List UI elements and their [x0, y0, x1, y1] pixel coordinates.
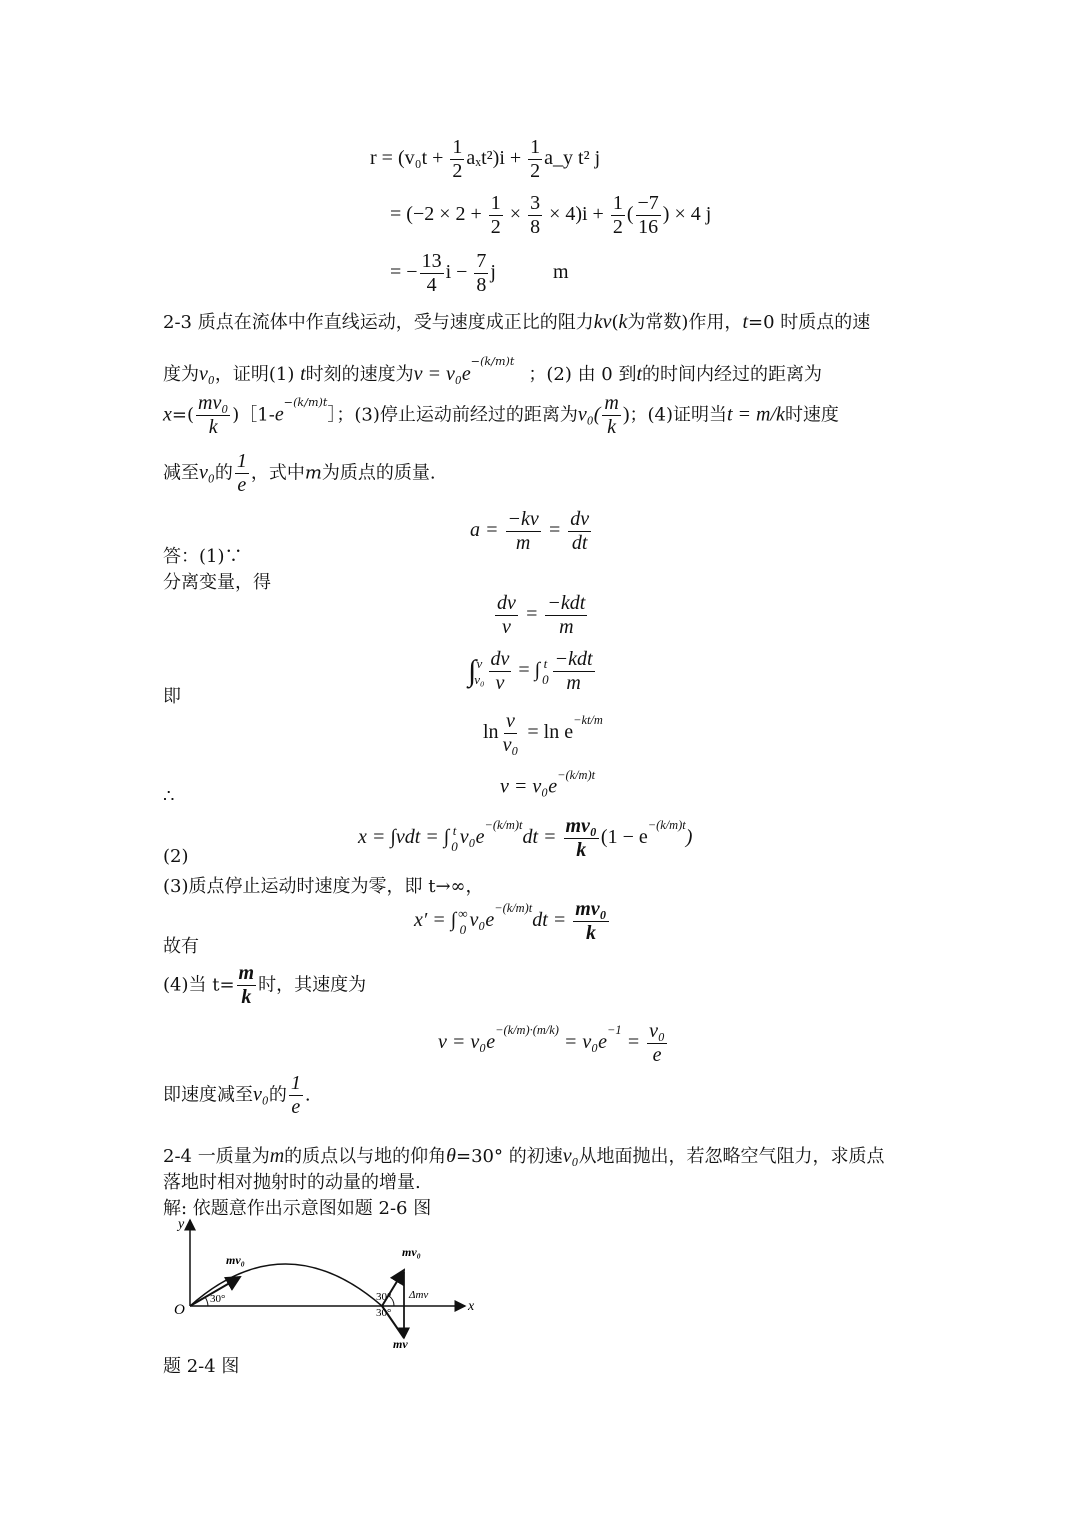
p23-line2: 度为v₀，证明(1) t时刻的速度为$v = v_0e^{-(k/m)t}$；(2) 由 0 到t的时间内经过的距离为	[163, 355, 823, 385]
p3-text: (3)质点停止运动时速度为零，即 t→∞，	[163, 876, 484, 897]
y-label: y	[178, 1217, 185, 1232]
p24-line3: 解: 依题意作出示意图如题 2-6 图	[163, 1198, 432, 1219]
mv-label: mv	[393, 1337, 408, 1351]
p24-line2: 落地时相对抛射时的动量的增量.	[163, 1172, 421, 1193]
eq-x: x = ∫vdt = ∫ t 0 $v_0e^{-(k/m)t}dt$ = $\frac{\text{mv₀}}{k}$ $(1 - e^{-(k/m)t})$	[358, 815, 693, 861]
conclusion-line: 即速度减至v₀的 $\frac{1}{e}$ .	[163, 1072, 311, 1118]
eq-x-prime: x′ = ∫ ∞ 0 $v_0e^{-(k/m)t}dt$ = $\frac{\text{mv₀}}{k}$	[414, 898, 607, 944]
eq-v: $v = v_0e^{-(k/m)t}$	[500, 768, 596, 798]
angle-label-2: 30°	[376, 1291, 392, 1303]
p24-line1: 2-4 一质量为m的质点以与地的仰角θ=30° 的初速v₀从地面抛出，若忽略空气阻力，求质点	[163, 1145, 885, 1167]
projectile-diagram	[160, 1212, 490, 1362]
eq-separated: $\frac{dv}{v}$ = $\frac{\text{−kdt}}{m}$	[497, 592, 586, 638]
p23-line4: 减至v₀的 $\frac{1}{e}$ ，式中m为质点的质量.	[163, 450, 436, 496]
guyou-label: 故有	[163, 936, 199, 957]
eq-a: a = $\frac{-kv}{m}$ = $\frac{dv}{dt}$	[470, 508, 590, 554]
delta-mv-label: Δmv	[409, 1289, 429, 1301]
ji-label: 即	[163, 686, 181, 707]
p23-line1: 2-3 质点在流体中作直线运动，受与速度成正比的阻力kv(k为常数)作用，t=0 时质点的速	[163, 311, 871, 333]
p2-label: (2)	[163, 846, 189, 867]
p23-line3: x=( $\frac{\text{mv₀}}{k}$ )$[1-e^{-(k/m)t}]$；(3)停止运动前经过的距离为v₀( $\frac{m}{k}$ )；(4)证明当t = m/k时速度	[163, 392, 839, 438]
angle-label-1: 30°	[210, 1293, 226, 1305]
angle-arc-1	[205, 1297, 208, 1306]
eq-r-line2: = (−2 × 2 + $\frac{1}{2}$ × $\frac{3}{8}$ × 4)i + $\frac{1}{2}$ ( $\frac{-7}{16}$ ) × 4 j	[390, 192, 712, 238]
angle-label-3: 30°	[376, 1307, 392, 1319]
mv0-right-label: mv₀	[402, 1245, 421, 1259]
eq-ln: ln $\frac{v}{\text{v₀}}$ = $\ln e^{-kt/m}$	[483, 710, 603, 756]
separate-label: 分离变量，得	[163, 572, 271, 593]
eq-v-final: $v = v_0e^{-(k/m)\cdot(m/k)} = v_0e^{-1}$ = $\frac{\text{v₀}}{e}$	[438, 1020, 665, 1066]
eq-r-line1: r = (v₀t + $\frac{1}{2}$ aₓt²)i + $\frac{1}{2}$ a_y t² j	[370, 136, 601, 182]
mv0-label: mv₀	[226, 1253, 245, 1267]
answer-label: 答：(1)∵	[163, 546, 243, 567]
therefore-symbol: ∴	[163, 786, 175, 807]
eq-r-line3: = − $\frac{13}{4}$ i − $\frac{7}{8}$ j m	[390, 250, 569, 296]
p4-line: (4)当 t= $\frac{m}{k}$ 时，其速度为	[163, 962, 367, 1008]
origin-label: O	[174, 1302, 185, 1318]
figure-caption: 题 2-4 图	[163, 1356, 240, 1377]
x-label: x	[468, 1299, 475, 1314]
eq-integral: ∫ v v₀ $\frac{dv}{v}$ = ∫ t 0 $\frac{\text{−kdt}}{m}$	[468, 648, 593, 694]
